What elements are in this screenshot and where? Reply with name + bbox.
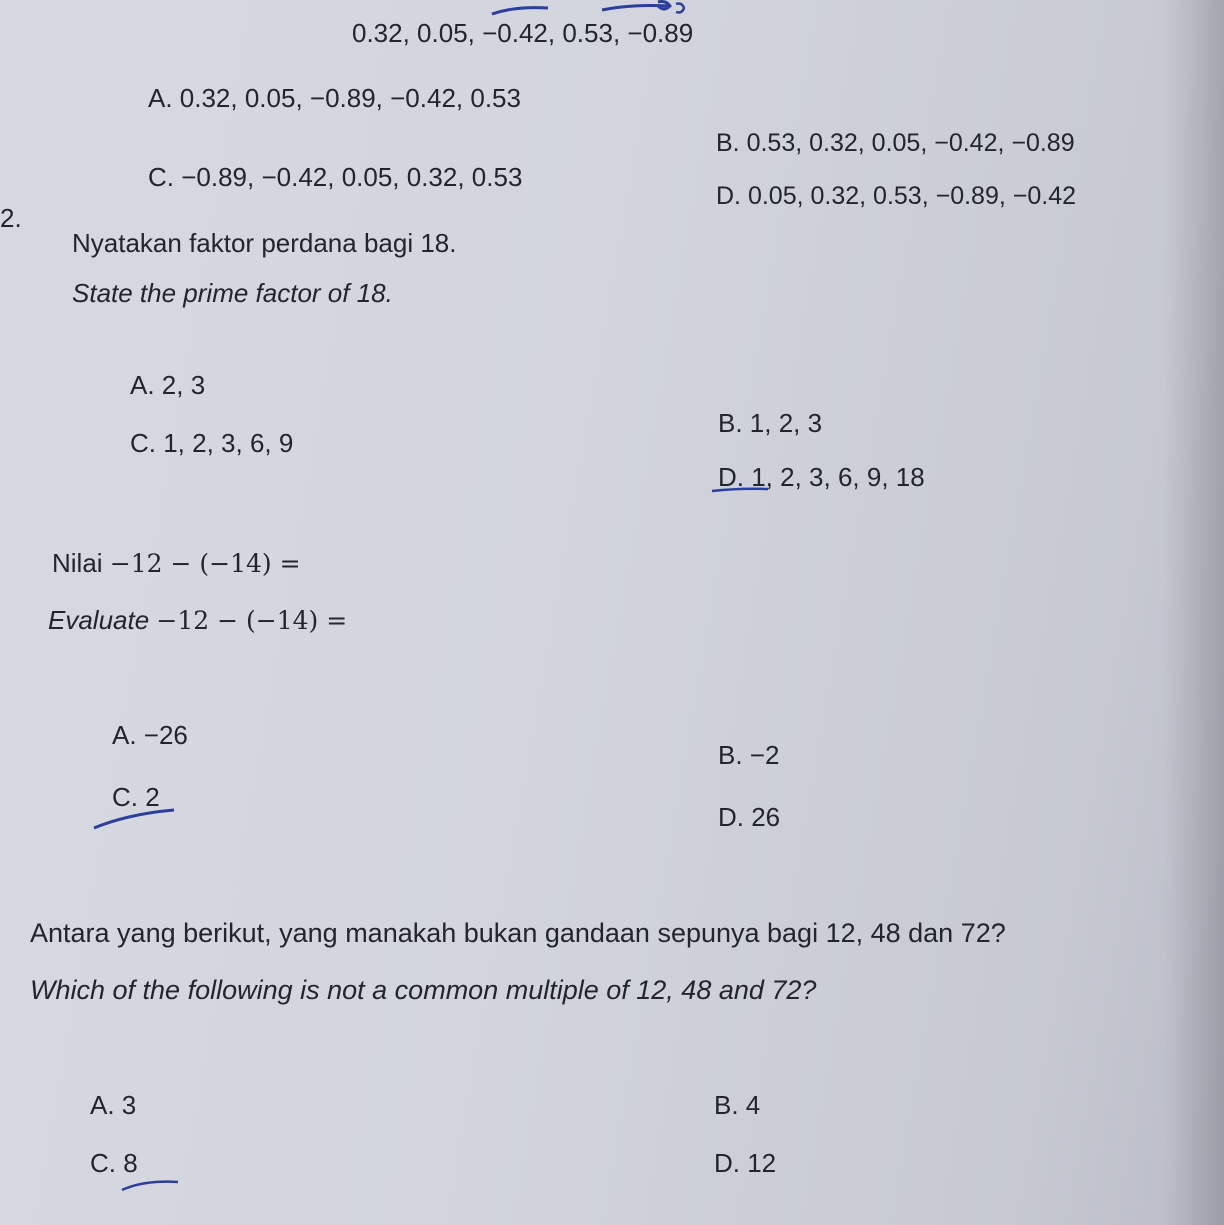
- q3-label-en: Evaluate: [48, 605, 150, 635]
- q4-question-ms: Antara yang berikut, yang manakah bukan gandaan sepunya bagi 12, 48 dan 72?: [30, 918, 1006, 948]
- q4-question-en: Which of the following is not a common multiple of 12, 48 and 72?: [30, 975, 817, 1005]
- q2-question-ms: Nyatakan faktor perdana bagi 18.: [72, 228, 457, 258]
- q3-option-c[interactable]: C. 2: [112, 782, 160, 812]
- q4-option-a[interactable]: A. 3: [90, 1090, 137, 1120]
- page-shadow: [1164, 0, 1224, 1225]
- q4-option-d[interactable]: D. 12: [714, 1148, 777, 1178]
- q1-option-a[interactable]: A. 0.32, 0.05, −0.89, −0.42, 0.53: [148, 83, 521, 113]
- q3-option-b[interactable]: B. −2: [718, 740, 780, 770]
- q3-option-d[interactable]: D. 26: [718, 802, 781, 832]
- q2-option-b[interactable]: B. 1, 2, 3: [718, 408, 823, 438]
- q3-expression-ms: −12 − (−14) =: [109, 549, 301, 578]
- q3-expression-en: −12 − (−14) =: [156, 606, 348, 635]
- pen-underline-q2d: [710, 484, 790, 498]
- q3-question-en: [48, 605, 347, 636]
- q4-option-c[interactable]: C. 8: [90, 1148, 138, 1178]
- q2-question-en: State the prime factor of 18.: [72, 278, 393, 308]
- q1-option-c[interactable]: C. −0.89, −0.42, 0.05, 0.32, 0.53: [148, 162, 523, 192]
- q2-number: 2.: [0, 203, 22, 233]
- pen-underline-q3c: [88, 800, 198, 834]
- q2-option-d[interactable]: D. 1, 2, 3, 6, 9, 18: [718, 462, 925, 492]
- pen-scribble-top: [470, 0, 710, 22]
- q2-option-c[interactable]: C. 1, 2, 3, 6, 9: [130, 428, 294, 458]
- q3-question-ms: [52, 548, 301, 579]
- q1-option-d[interactable]: D. 0.05, 0.32, 0.53, −0.89, −0.42: [716, 182, 1076, 210]
- q4-option-b[interactable]: B. 4: [714, 1090, 761, 1120]
- q1-sequence: 0.32, 0.05, −0.42, 0.53, −0.89: [352, 18, 694, 48]
- q1-option-b[interactable]: B. 0.53, 0.32, 0.05, −0.42, −0.89: [716, 129, 1075, 157]
- q3-option-a[interactable]: A. −26: [112, 720, 188, 750]
- pen-underline-q4c: [118, 1172, 188, 1196]
- q2-option-a[interactable]: A. 2, 3: [130, 370, 206, 400]
- q3-label-ms: Nilai: [52, 548, 103, 578]
